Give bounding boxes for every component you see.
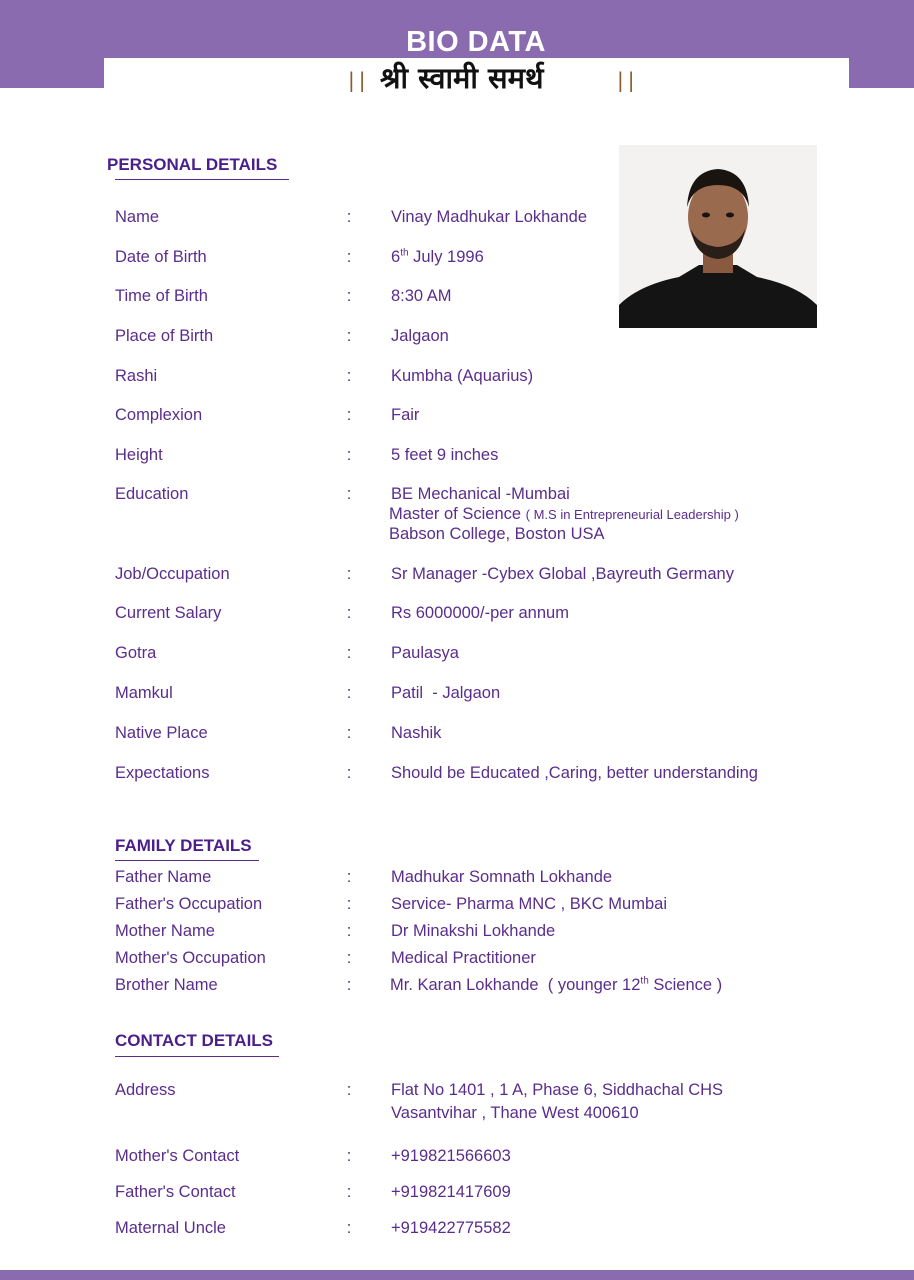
address-label: Address [115, 1081, 176, 1099]
family-heading-rule [115, 860, 259, 861]
devotional-heading: श्री स्वामी समर्थ [380, 61, 544, 95]
colon: : [346, 976, 352, 994]
colon: : [346, 208, 352, 226]
mamkul-label: Mamkul [115, 684, 173, 702]
mamkul-value: Patil - Jalgaon [391, 684, 501, 702]
left-pipes: || [348, 68, 370, 92]
portrait-icon [619, 145, 817, 328]
maternal-uncle-label: Maternal Uncle [115, 1219, 226, 1237]
colon: : [346, 684, 352, 702]
father-occupation-value: Service- Pharma MNC , BKC Mumbai [391, 895, 667, 913]
education-line-1: BE Mechanical -Mumbai [391, 485, 570, 503]
colon: : [346, 327, 352, 345]
brother-name-value: Mr. Karan Lokhande ( younger 12th Science ) [390, 975, 723, 994]
dob-value: 6th July 1996 [391, 247, 484, 266]
colon: : [346, 406, 352, 424]
colon: : [346, 367, 352, 385]
profile-photo [619, 145, 817, 328]
complexion-value: Fair [391, 406, 420, 424]
father-contact-label: Father's Contact [115, 1183, 236, 1201]
colon: : [346, 868, 352, 886]
height-value: 5 feet 9 inches [391, 446, 499, 464]
rashi-value: Kumbha (Aquarius) [391, 367, 534, 385]
pob-value: Jalgaon [391, 327, 449, 345]
height-label: Height [115, 446, 163, 464]
native-place-label: Native Place [115, 724, 208, 742]
name-label: Name [115, 208, 160, 226]
personal-heading-rule [115, 179, 289, 180]
education-line-3: Babson College, Boston USA [389, 525, 605, 543]
salary-value: Rs 6000000/-per annum [391, 604, 569, 622]
dob-label: Date of Birth [115, 248, 207, 266]
mother-occupation-value: Medical Practitioner [391, 949, 536, 967]
colon: : [346, 248, 352, 266]
complexion-label: Complexion [115, 406, 203, 424]
native-place-value: Nashik [391, 724, 442, 742]
mother-name-value: Dr Minakshi Lokhande [391, 922, 556, 940]
maternal-uncle-value: +919422775582 [391, 1219, 511, 1237]
mother-contact-value: +919821566603 [391, 1147, 511, 1165]
contact-details-heading: CONTACT DETAILS [115, 1031, 274, 1050]
colon: : [346, 922, 352, 940]
father-name-value: Madhukar Somnath Lokhande [391, 868, 613, 886]
colon: : [346, 895, 352, 913]
footer-band [0, 1270, 914, 1280]
colon: : [346, 604, 352, 622]
gotra-label: Gotra [115, 644, 157, 662]
personal-details-heading: PERSONAL DETAILS [107, 155, 278, 174]
family-details-heading: FAMILY DETAILS [115, 836, 252, 855]
tob-value: 8:30 AM [391, 287, 452, 305]
colon: : [346, 949, 352, 967]
colon: : [346, 1219, 352, 1237]
rashi-label: Rashi [115, 367, 158, 385]
address-line-2: Vasantvihar , Thane West 400610 [391, 1104, 639, 1122]
father-occupation-label: Father's Occupation [115, 895, 263, 913]
job-value: Sr Manager -Cybex Global ,Bayreuth Germany [391, 565, 734, 583]
education-label: Education [115, 485, 189, 503]
father-contact-value: +919821417609 [391, 1183, 511, 1201]
job-label: Job/Occupation [115, 565, 230, 583]
mother-name-label: Mother Name [115, 922, 215, 940]
colon: : [346, 764, 352, 782]
colon: : [346, 446, 352, 464]
education-line-2: Master of Science ( M.S in Entrepreneurial Leadership ) [389, 505, 739, 523]
right-pipes: || [617, 68, 639, 92]
father-name-label: Father Name [115, 868, 212, 886]
contact-heading-rule [115, 1056, 279, 1057]
expectations-value: Should be Educated ,Caring, better understanding [391, 764, 758, 782]
colon: : [346, 565, 352, 583]
name-value: Vinay Madhukar Lokhande [391, 208, 588, 226]
colon: : [346, 485, 352, 503]
mother-occupation-label: Mother's Occupation [115, 949, 266, 967]
tob-label: Time of Birth [115, 287, 208, 305]
pob-label: Place of Birth [115, 327, 214, 345]
salary-label: Current Salary [115, 604, 222, 622]
colon: : [346, 1081, 352, 1099]
colon: : [346, 1183, 352, 1201]
brother-name-label: Brother Name [115, 976, 218, 994]
address-line-1: Flat No 1401 , 1 A, Phase 6, Siddhachal CHS [391, 1081, 724, 1099]
expectations-label: Expectations [115, 764, 210, 782]
mother-contact-label: Mother's Contact [115, 1147, 240, 1165]
colon: : [346, 1147, 352, 1165]
gotra-value: Paulasya [391, 644, 459, 662]
document-title: BIO DATA [406, 26, 546, 58]
colon: : [346, 644, 352, 662]
colon: : [346, 724, 352, 742]
colon: : [346, 287, 352, 305]
